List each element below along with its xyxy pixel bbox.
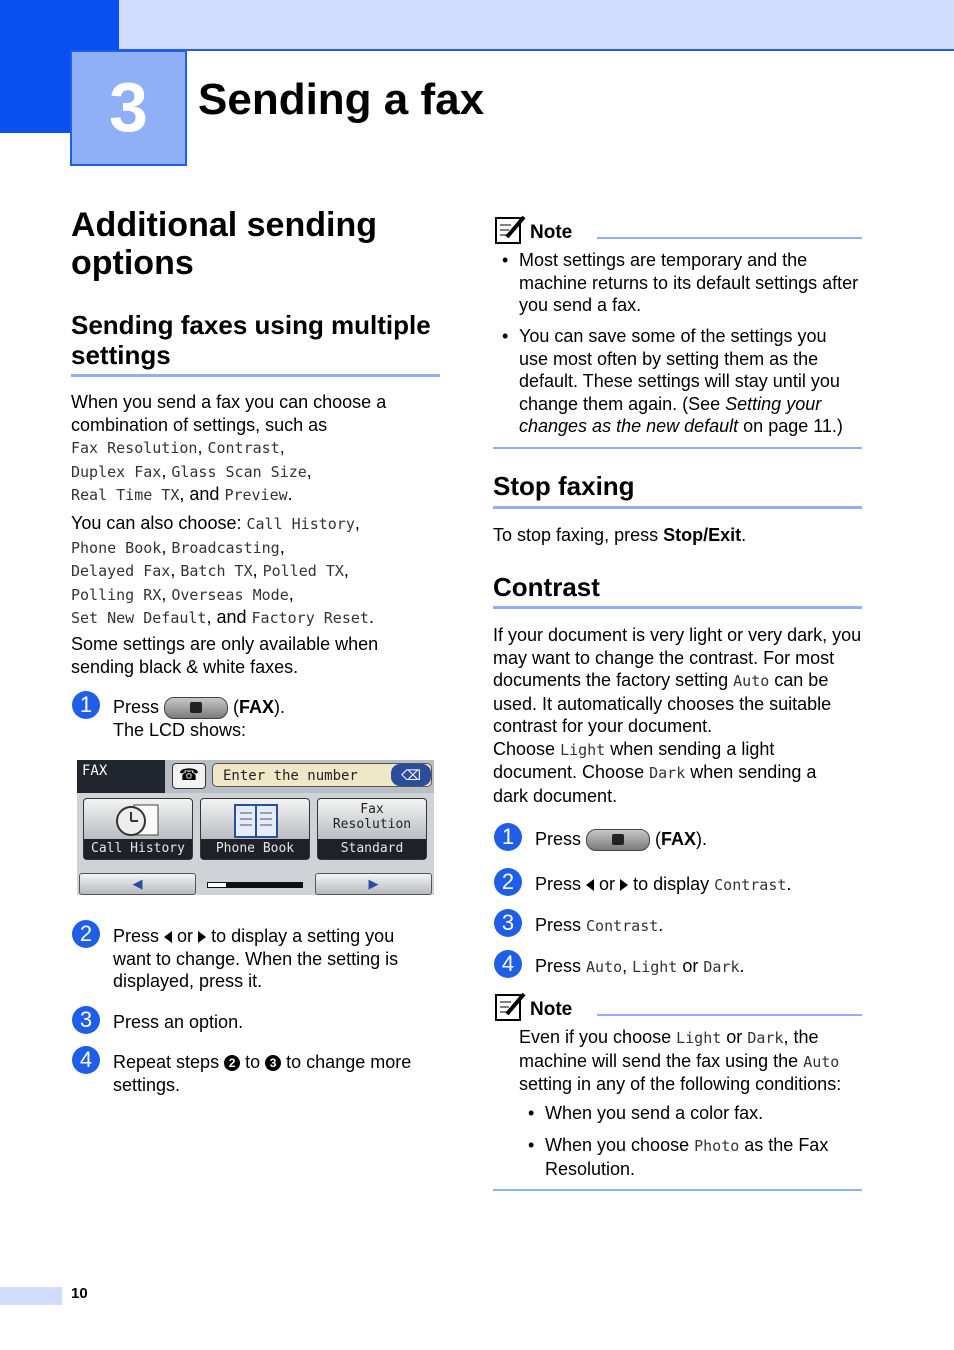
backspace-icon[interactable]: ⌫ xyxy=(391,764,431,786)
chapter-title: Sending a fax xyxy=(198,75,485,124)
contrast-step-4-marker: 4 xyxy=(494,950,522,978)
stop-faxing-text: To stop faxing, press Stop/Exit. xyxy=(493,525,747,545)
lcd-call-history-label: Call History xyxy=(84,839,192,859)
lcd-phone-book-key[interactable] xyxy=(200,798,310,860)
contrast-step-4-text: Press Auto, Light or Dark. xyxy=(535,956,745,976)
left-arrow-icon xyxy=(586,879,594,891)
lcd-fax-resolution-key[interactable] xyxy=(317,798,427,860)
contrast-step-1-marker: 1 xyxy=(494,823,522,851)
lcd-left-arrow-button[interactable]: ◀ xyxy=(79,873,196,895)
lcd-screen xyxy=(77,760,434,895)
note-pencil-icon xyxy=(495,215,527,245)
note-pencil-icon xyxy=(495,992,527,1022)
note-2-title: Note xyxy=(530,999,573,1020)
right-arrow-icon xyxy=(198,931,206,943)
step-1-text: Press (FAX). The LCD shows: xyxy=(113,697,286,741)
lcd-number-entry[interactable]: Enter the number xyxy=(212,763,432,787)
step-3-text: Press an option. xyxy=(113,1012,244,1032)
note-2-paragraph: Even if you choose Light or Dark, the machine will send the fax using the Auto setting in any of the following conditions: xyxy=(519,1027,842,1094)
contrast-step-2-marker: 2 xyxy=(494,868,522,896)
lcd-fax-resolution-caption: Fax Resolution xyxy=(332,802,412,832)
step-2-text: Press or to display a setting you want to change. When the setting is displayed, press it. xyxy=(113,926,399,991)
fax-button-icon xyxy=(586,829,650,851)
contrast-paragraph: If your document is very light or very dark, you may want to change the contrast. For most documents the factory setting Auto can be used. It automatically chooses the suitable contrast for your document. Choose Light when sending a light document. Choose Dark when sending a dark document. xyxy=(493,625,862,806)
phone-book-icon xyxy=(231,803,281,839)
contrast-step-3-text: Press Contrast. xyxy=(535,915,664,935)
lcd-fax-resolution-value: Standard xyxy=(318,839,426,859)
note-2-bullet-2: • When you choose Photo as the Fax Resolution. xyxy=(528,1135,829,1179)
step-1-marker: 1 xyxy=(72,691,100,719)
stop-faxing-title: Stop faxing xyxy=(493,471,635,501)
phone-icon[interactable]: ☎ xyxy=(172,763,206,789)
lcd-phone-book-label: Phone Book xyxy=(201,839,309,859)
step-2-marker: 2 xyxy=(72,920,100,948)
lcd-call-history-key[interactable] xyxy=(83,798,193,860)
step-4-marker: 4 xyxy=(72,1046,100,1074)
lcd-right-arrow-button[interactable]: ▶ xyxy=(315,873,432,895)
contrast-step-1-text: Press (FAX). xyxy=(535,828,707,851)
clock-icon xyxy=(114,803,164,837)
chapter-number: 3 xyxy=(109,68,148,146)
fax-button-icon xyxy=(164,697,228,719)
lcd-mode-label: FAX xyxy=(77,760,165,793)
header-band xyxy=(0,0,954,51)
left-arrow-icon xyxy=(164,931,172,943)
bw-note-paragraph: Some settings are only available when sending black & white faxes. xyxy=(71,634,379,677)
section-title: Additional sending options xyxy=(71,206,377,282)
step-3-marker: 3 xyxy=(72,1006,100,1034)
note-2-bottom-rule xyxy=(493,1189,862,1191)
note-2-rule xyxy=(597,1014,862,1016)
note-1-bullet-2: • You can save some of the settings you use most often by setting them as the default. These settings will stay until you change them again. (See Setting your changes as the new default on page 11.) xyxy=(502,326,843,436)
contrast-title: Contrast xyxy=(493,572,600,602)
subsection-title: Sending faxes using multiple settings xyxy=(71,310,431,370)
stop-faxing-rule xyxy=(493,506,862,509)
intro-paragraph: When you send a fax you can choose a combination of settings, such as Fax Resolution, Contrast, Duplex Fax, Glass Scan Size, Real Time TX, and Preview. xyxy=(71,392,387,504)
lcd-scrollbar-thumb[interactable] xyxy=(207,882,227,888)
note-1-rule xyxy=(597,237,862,239)
contrast-step-3-marker: 3 xyxy=(494,909,522,937)
note-2-bullet-1: • When you send a color fax. xyxy=(528,1103,764,1123)
also-choose-paragraph: You can also choose: Call History, Phone Book, Broadcasting, Delayed Fax, Batch TX, Polled TX, Polling RX, Overseas Mode, Set New Default, and Factory Reset. xyxy=(71,513,374,627)
subsection-rule xyxy=(71,374,440,377)
step-4-text: Repeat steps 2 to 3 to change more settings. xyxy=(113,1052,412,1095)
footer-tab xyxy=(0,1287,62,1305)
page-number: 10 xyxy=(71,1285,88,1302)
contrast-step-2-text: Press or to display Contrast. xyxy=(535,874,792,894)
note-1-title: Note xyxy=(530,222,573,243)
note-1-bottom-rule xyxy=(493,447,862,449)
note-1-bullet-1: • Most settings are temporary and the machine returns to its default settings after you send a fax. xyxy=(502,250,859,315)
contrast-rule xyxy=(493,606,862,609)
right-arrow-icon xyxy=(620,879,628,891)
